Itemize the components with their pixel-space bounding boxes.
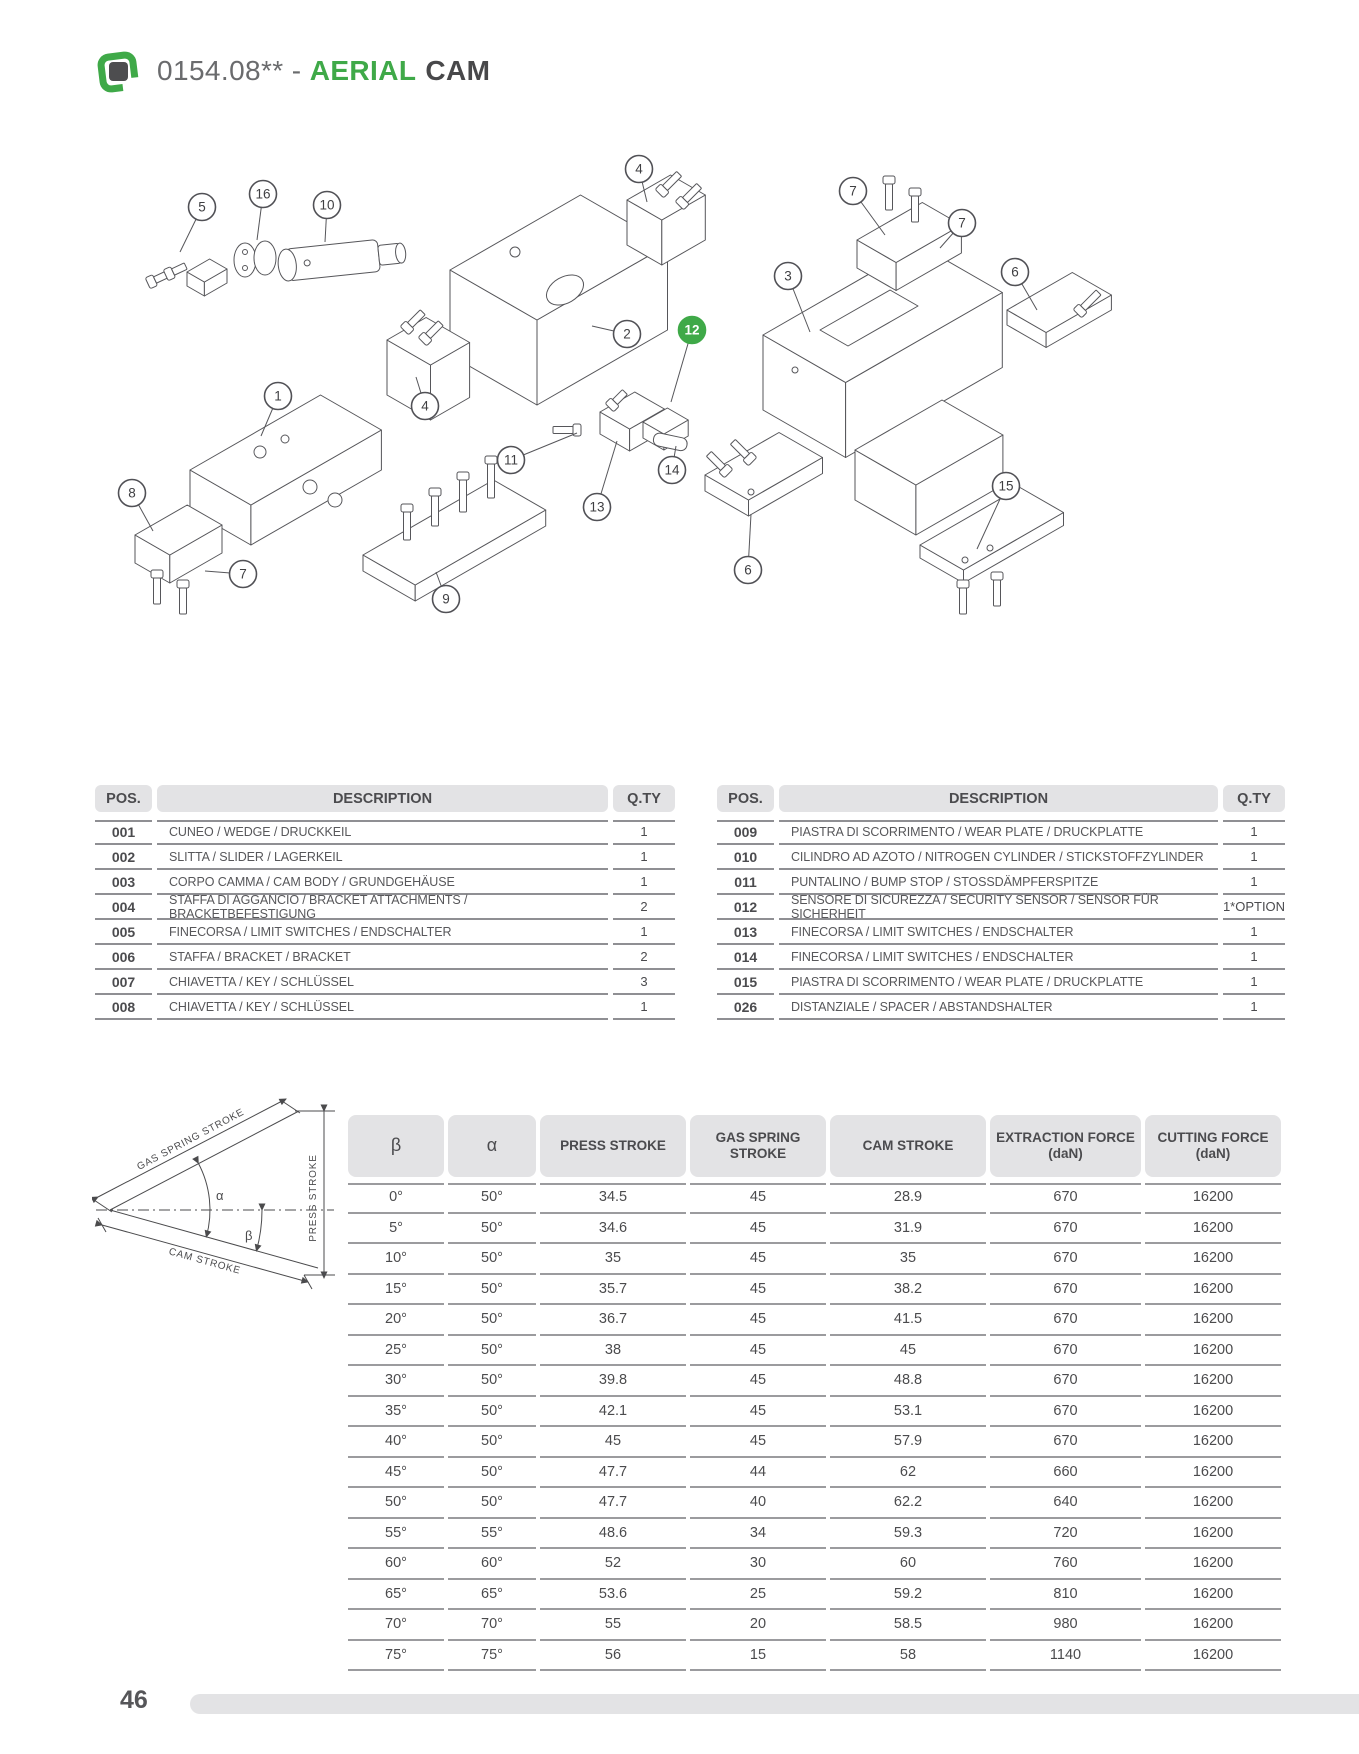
callout-number: 3 [784,268,792,284]
stroke-col-header: β [348,1115,444,1177]
stroke-value: 670 [990,1214,1141,1245]
title-separator: - [283,55,310,86]
stroke-value: 16200 [1145,1305,1281,1336]
stroke-value: 40 [690,1488,826,1519]
callout [584,494,611,521]
stroke-value: 20 [690,1610,826,1641]
part-pos: 003 [95,870,152,895]
stroke-value: 31.9 [830,1214,986,1245]
part-qty: 3 [613,970,675,995]
stroke-value: 670 [990,1183,1141,1214]
callout-number: 7 [958,215,966,231]
part-pos: 015 [717,970,774,995]
stroke-value: 15° [348,1275,444,1306]
stroke-value: 45° [348,1458,444,1489]
part-description: PIASTRA DI SCORRIMENTO / WEAR PLATE / DRUCKPLATTE [779,970,1218,995]
stroke-value: 16200 [1145,1458,1281,1489]
alpha-arc [198,1163,210,1237]
stroke-value: 16200 [1145,1549,1281,1580]
stroke-value: 45 [540,1427,686,1458]
tick [98,1218,106,1232]
stroke-value: 45 [690,1183,826,1214]
stroke-col-header: α [448,1115,536,1177]
stroke-value: 16200 [1145,1580,1281,1611]
stroke-value: 50° [448,1397,536,1428]
tick [304,1275,312,1289]
part-pos: 014 [717,945,774,970]
stroke-value: 70° [448,1610,536,1641]
stroke-value: 16200 [1145,1427,1281,1458]
callout [1002,259,1029,286]
alpha-label: α [216,1188,224,1203]
callout-number: 10 [319,197,335,213]
part-description: SENSORE DI SICUREZZA / SECURITY SENSOR / SENSOR FÜR SICHERHEIT [779,895,1218,920]
page-title [157,55,490,87]
stroke-value: 55° [448,1519,536,1550]
stroke-row [348,1458,1285,1489]
part-pos: 007 [95,970,152,995]
stroke-value: 58 [830,1641,986,1672]
stroke-value: 65° [348,1580,444,1611]
stroke-value: 34.5 [540,1183,686,1214]
callout [659,457,686,484]
page-header [95,48,490,94]
stroke-value: 39.8 [540,1366,686,1397]
part-description: FINECORSA / LIMIT SWITCHES / ENDSCHALTER [779,920,1218,945]
stroke-value: 48.8 [830,1366,986,1397]
stroke-row [348,1519,1285,1550]
stroke-value: 50° [448,1305,536,1336]
part-pos: 011 [717,870,774,895]
callout-number: 2 [623,326,631,342]
parts-table-body [717,820,1285,1020]
stroke-value: 59.3 [830,1519,986,1550]
part-description: STAFFA DI AGGANCIO / BRACKET ATTACHMENTS / BRACKETBEFESTIGUNG [157,895,608,920]
press-stroke-label: PRESS STROKE [308,1154,319,1242]
stroke-value: 1140 [990,1641,1141,1672]
cam-stroke-label: CAM STROKE [167,1246,242,1277]
stroke-col-header: EXTRACTION FORCE (daN) [990,1115,1141,1177]
stroke-value: 980 [990,1610,1141,1641]
part-qty: 1 [613,995,675,1020]
callout [433,586,460,613]
stroke-value: 16200 [1145,1488,1281,1519]
stroke-value: 20° [348,1305,444,1336]
parts-row [717,920,1285,945]
parts-row [717,870,1285,895]
callout-number: 6 [1011,264,1019,280]
product-name-highlight: AERIAL [309,55,417,86]
stroke-value: 44 [690,1458,826,1489]
callout [735,557,762,584]
stroke-angle-schematic [92,1098,342,1318]
callout-number: 12 [684,322,700,338]
parts-row [717,970,1285,995]
stroke-value: 50° [448,1275,536,1306]
part-description: SLITTA / SLIDER / LAGERKEIL [157,845,608,870]
stroke-value: 60° [348,1549,444,1580]
callout-number: 9 [442,591,450,607]
stroke-row [348,1244,1285,1275]
parts-row [95,820,675,845]
cam-dimension [102,1225,308,1282]
part-qty: 2 [613,895,675,920]
exploded-diagram-svg [95,140,1165,675]
stroke-value: 670 [990,1427,1141,1458]
callout [250,181,277,208]
stroke-row [348,1397,1285,1428]
callout [949,210,976,237]
stroke-value: 15 [690,1641,826,1672]
stroke-value: 30° [348,1366,444,1397]
callout [626,156,653,183]
parts-row [95,920,675,945]
stroke-value: 16200 [1145,1366,1281,1397]
stroke-value: 35 [830,1244,986,1275]
callout [993,473,1020,500]
stroke-value: 760 [990,1549,1141,1580]
footer-bar [190,1694,1359,1714]
parts-row [717,995,1285,1020]
stroke-row [348,1183,1285,1214]
part-description: STAFFA / BRACKET / BRACKET [157,945,608,970]
callout-number: 14 [664,462,680,478]
stroke-value: 660 [990,1458,1141,1489]
callout [614,321,641,348]
col-header-qty: Q.TY [613,785,675,812]
part-description: PIASTRA DI SCORRIMENTO / WEAR PLATE / DRUCKPLATTE [779,820,1218,845]
stroke-value: 45 [690,1366,826,1397]
stroke-value: 62.2 [830,1488,986,1519]
stroke-value: 52 [540,1549,686,1580]
product-code: 0154.08** [157,55,284,86]
parts-row [717,945,1285,970]
part-qty: 1 [1223,970,1285,995]
parts-table-left [95,785,675,1020]
part-description: CHIAVETTA / KEY / SCHLÜSSEL [157,970,608,995]
stroke-value: 50° [448,1458,536,1489]
brand-logo-icon [95,48,141,94]
part-qty: 1 [613,820,675,845]
callout-number: 15 [998,478,1014,494]
part-qty: 2 [613,945,675,970]
stroke-col-header: CAM STROKE [830,1115,986,1177]
part-pos: 001 [95,820,152,845]
stroke-row [348,1427,1285,1458]
stroke-row [348,1214,1285,1245]
stroke-value: 45 [690,1275,826,1306]
stroke-table [348,1115,1285,1671]
stroke-row [348,1580,1285,1611]
stroke-row [348,1549,1285,1580]
callout [498,447,525,474]
callout [412,393,439,420]
parts-table-body [95,820,675,1020]
callout-number: 5 [198,199,206,215]
part-pos: 002 [95,845,152,870]
part-pos: 012 [717,895,774,920]
stroke-col-header: CUTTING FORCE (daN) [1145,1115,1281,1177]
col-header-pos: POS. [95,785,152,812]
callout [314,192,341,219]
part-qty: 1 [613,920,675,945]
stroke-value: 55 [540,1610,686,1641]
stroke-value: 34 [690,1519,826,1550]
callout-number: 16 [255,186,271,202]
stroke-value: 35 [540,1244,686,1275]
parts-row [95,892,675,921]
stroke-value: 10° [348,1244,444,1275]
stroke-value: 0° [348,1183,444,1214]
stroke-value: 50° [448,1214,536,1245]
stroke-value: 45 [690,1244,826,1275]
callout-number: 13 [589,499,605,515]
parts-row [95,845,675,870]
callout-number: 4 [421,398,429,414]
stroke-value: 34.6 [540,1214,686,1245]
stroke-value: 670 [990,1244,1141,1275]
stroke-value: 45 [830,1336,986,1367]
callout-number: 1 [274,388,282,404]
part-description: CHIAVETTA / KEY / SCHLÜSSEL [157,995,608,1020]
stroke-value: 50° [448,1427,536,1458]
parts-row [95,995,675,1020]
stroke-value: 5° [348,1214,444,1245]
part-pos: 005 [95,920,152,945]
callout [230,561,257,588]
part-description: CILINDRO AD AZOTO / NITROGEN CYLINDER / STICKSTOFFZYLINDER [779,845,1218,870]
angle-schematic-svg [92,1098,342,1313]
callout-number: 11 [503,452,519,468]
part-qty: 1 [613,845,675,870]
part-qty: 1 [1223,820,1285,845]
stroke-value: 45 [690,1336,826,1367]
stroke-value: 50° [448,1488,536,1519]
col-header-description: DESCRIPTION [779,785,1218,812]
parts-row [717,845,1285,870]
stroke-table-header [348,1115,1285,1177]
callout-number: 7 [239,566,247,582]
part-description: FINECORSA / LIMIT SWITCHES / ENDSCHALTER [779,945,1218,970]
callout [840,178,867,205]
part-description: FINECORSA / LIMIT SWITCHES / ENDSCHALTER [157,920,608,945]
part-qty: 1 [1223,870,1285,895]
stroke-value: 25° [348,1336,444,1367]
parts-table-header [717,785,1285,812]
stroke-row [348,1275,1285,1306]
stroke-value: 16200 [1145,1519,1281,1550]
stroke-value: 50° [448,1366,536,1397]
parts-row [717,892,1286,921]
part-qty: 1 [613,870,675,895]
callout-highlighted [679,317,706,344]
callout-number: 7 [849,183,857,199]
part-qty: 1 [1223,995,1285,1020]
part-qty: 1 [1223,920,1285,945]
parts-row [95,870,675,895]
stroke-value: 16200 [1145,1641,1281,1672]
part-description: DISTANZIALE / SPACER / ABSTANDSHALTER [779,995,1218,1020]
stroke-value: 50° [448,1183,536,1214]
stroke-value: 60 [830,1549,986,1580]
part-description: CORPO CAMMA / CAM BODY / GRUNDGEHÄUSE [157,870,608,895]
stroke-value: 70° [348,1610,444,1641]
callout-number: 8 [128,485,136,501]
stroke-value: 48.6 [540,1519,686,1550]
parts-table-right [717,785,1285,1020]
part-qty: 1 [1223,945,1285,970]
stroke-row [348,1336,1285,1367]
stroke-value: 16200 [1145,1610,1281,1641]
col-header-pos: POS. [717,785,774,812]
stroke-value: 57.9 [830,1427,986,1458]
stroke-row [348,1610,1285,1641]
callout-number: 6 [744,562,752,578]
stroke-value: 670 [990,1305,1141,1336]
part-pos: 026 [717,995,774,1020]
stroke-value: 30 [690,1549,826,1580]
parts-row [95,970,675,995]
part-description: PUNTALINO / BUMP STOP / STOSSDÄMPFERSPITZE [779,870,1218,895]
stroke-col-header: PRESS STROKE [540,1115,686,1177]
stroke-value: 50° [448,1244,536,1275]
stroke-value: 38 [540,1336,686,1367]
page-number: 46 [120,1686,148,1714]
part-pos: 009 [717,820,774,845]
stroke-value: 40° [348,1427,444,1458]
exploded-diagram [95,140,1165,680]
part-qty: 1 [1223,845,1285,870]
stroke-value: 28.9 [830,1183,986,1214]
stroke-value: 50° [348,1488,444,1519]
gas-spring-dimension [98,1099,286,1197]
stroke-value: 16200 [1145,1336,1281,1367]
stroke-row [348,1366,1285,1397]
stroke-value: 53.1 [830,1397,986,1428]
callout [189,194,216,221]
stroke-value: 60° [448,1549,536,1580]
stroke-value: 47.7 [540,1488,686,1519]
stroke-value: 47.7 [540,1458,686,1489]
stroke-value: 45 [690,1305,826,1336]
part-pos: 006 [95,945,152,970]
part-pos: 010 [717,845,774,870]
stroke-value: 640 [990,1488,1141,1519]
stroke-value: 59.2 [830,1580,986,1611]
stroke-row [348,1488,1285,1519]
stroke-value: 35.7 [540,1275,686,1306]
stroke-value: 16200 [1145,1244,1281,1275]
stroke-value: 50° [448,1336,536,1367]
stroke-row [348,1305,1285,1336]
callout-number: 4 [635,161,643,177]
stroke-value: 16200 [1145,1183,1281,1214]
stroke-value: 670 [990,1275,1141,1306]
stroke-value: 16200 [1145,1397,1281,1428]
part-qty: 1*OPTION [1223,895,1285,920]
stroke-value: 720 [990,1519,1141,1550]
callout [119,480,146,507]
stroke-row [348,1641,1285,1672]
stroke-value: 53.6 [540,1580,686,1611]
stroke-value: 65° [448,1580,536,1611]
stroke-value: 58.5 [830,1610,986,1641]
gas-spring-stroke-label: GAS SPRING STROKE [135,1106,247,1173]
stroke-value: 56 [540,1641,686,1672]
stroke-value: 670 [990,1336,1141,1367]
part-description: CUNEO / WEDGE / DRUCKKEIL [157,820,608,845]
stroke-value: 25 [690,1580,826,1611]
col-header-qty: Q.TY [1223,785,1285,812]
parts-row [95,945,675,970]
beta-label: β [245,1228,253,1243]
stroke-value: 16200 [1145,1214,1281,1245]
stroke-value: 75° [448,1641,536,1672]
stroke-value: 810 [990,1580,1141,1611]
callout [775,263,802,290]
parts-table-header [95,785,675,812]
stroke-value: 62 [830,1458,986,1489]
stroke-value: 36.7 [540,1305,686,1336]
stroke-value: 35° [348,1397,444,1428]
stroke-col-header: GAS SPRING STROKE [690,1115,826,1177]
stroke-value: 45 [690,1214,826,1245]
stroke-value: 670 [990,1397,1141,1428]
stroke-value: 42.1 [540,1397,686,1428]
part-pos: 004 [95,895,152,920]
stroke-value: 45 [690,1427,826,1458]
stroke-table-body [348,1183,1285,1671]
stroke-value: 670 [990,1366,1141,1397]
product-name-rest: CAM [425,55,491,86]
stroke-value: 38.2 [830,1275,986,1306]
stroke-value: 16200 [1145,1275,1281,1306]
stroke-value: 55° [348,1519,444,1550]
part-pos: 013 [717,920,774,945]
parts-row [717,820,1285,845]
stroke-value: 41.5 [830,1305,986,1336]
col-header-description: DESCRIPTION [157,785,608,812]
part-pos: 008 [95,995,152,1020]
stroke-value: 45 [690,1397,826,1428]
callout [265,383,292,410]
beta-arc [256,1210,262,1251]
stroke-value: 75° [348,1641,444,1672]
